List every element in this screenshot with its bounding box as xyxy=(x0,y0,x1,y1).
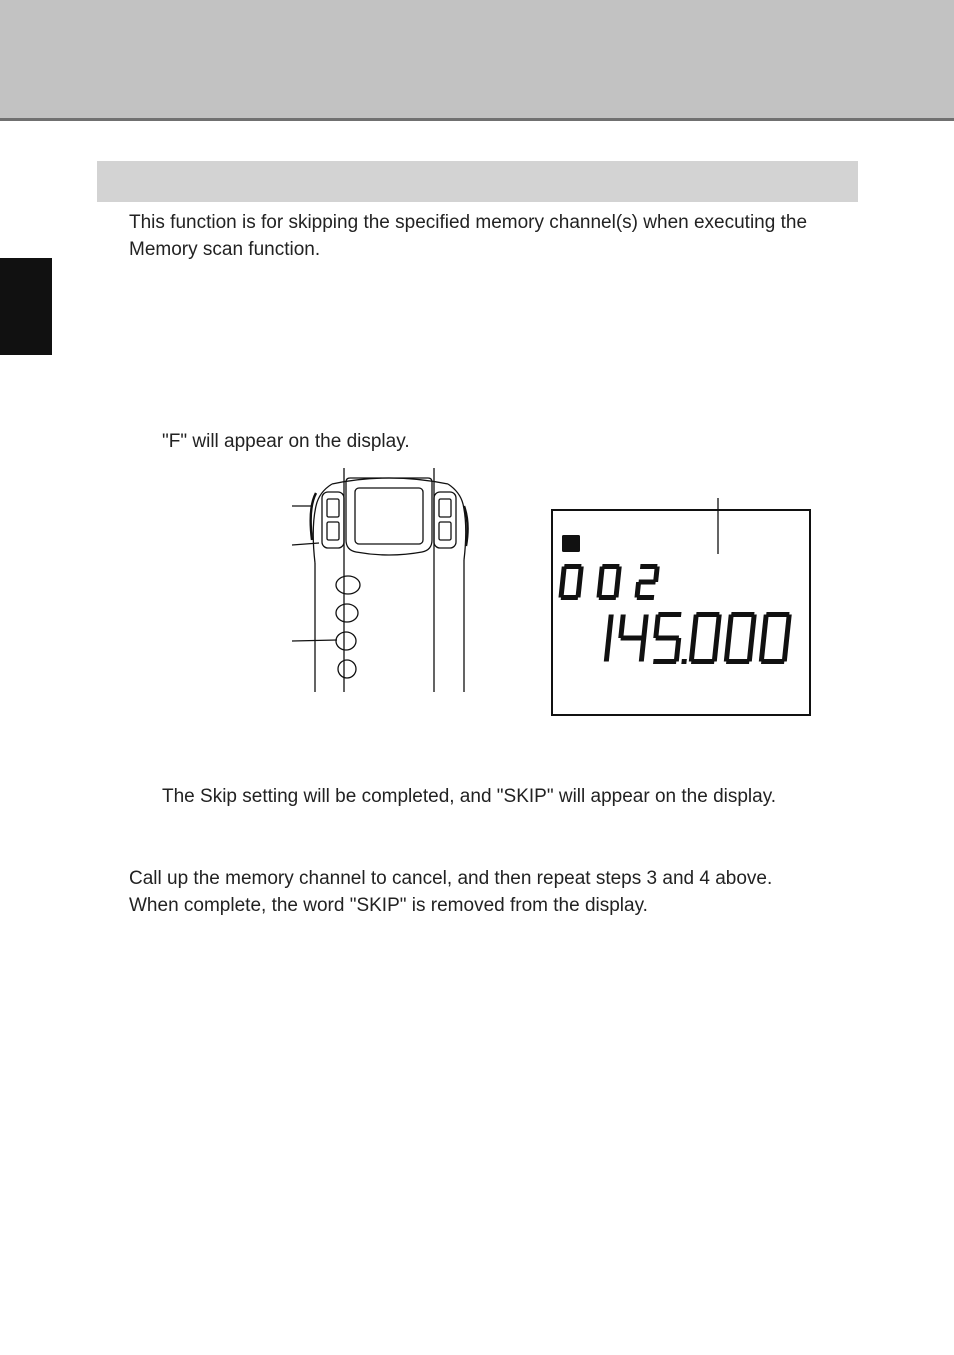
step-skip-note: The Skip setting will be completed, and "SKIP" will appear on the display. xyxy=(162,786,777,807)
lcd-indicator-square xyxy=(562,535,580,552)
lcd-segment xyxy=(761,659,785,664)
section-heading-bar xyxy=(97,161,858,202)
lcd-segment xyxy=(621,636,645,641)
page-header-band xyxy=(0,0,954,118)
lcd-segment xyxy=(658,612,682,617)
intro-paragraph: This function is for skipping the specified memory channel(s) when executing the Memory scan function. xyxy=(129,212,808,260)
page-header-rule xyxy=(0,118,954,121)
lcd-segment xyxy=(691,659,715,664)
chapter-side-tab xyxy=(0,258,52,355)
lcd-display-illustration xyxy=(548,498,818,720)
lcd-decimal-point xyxy=(681,659,687,664)
cancel-paragraph xyxy=(129,865,849,919)
radio-illustration xyxy=(288,468,488,694)
lcd-segment xyxy=(766,612,790,617)
lcd-segment xyxy=(726,659,750,664)
lcd-segment xyxy=(731,612,755,617)
cancel-line-1: Call up the memory channel to cancel, and then repeat steps 3 and 4 above. xyxy=(129,868,773,889)
step-f-note: "F" will appear on the display. xyxy=(162,431,410,452)
lcd-segment xyxy=(637,595,655,600)
lcd-segment xyxy=(653,659,677,664)
lcd-segment xyxy=(696,612,720,617)
cancel-line-2: When complete, the word "SKIP" is removed from the display. xyxy=(129,895,648,916)
lcd-segment xyxy=(656,636,680,641)
